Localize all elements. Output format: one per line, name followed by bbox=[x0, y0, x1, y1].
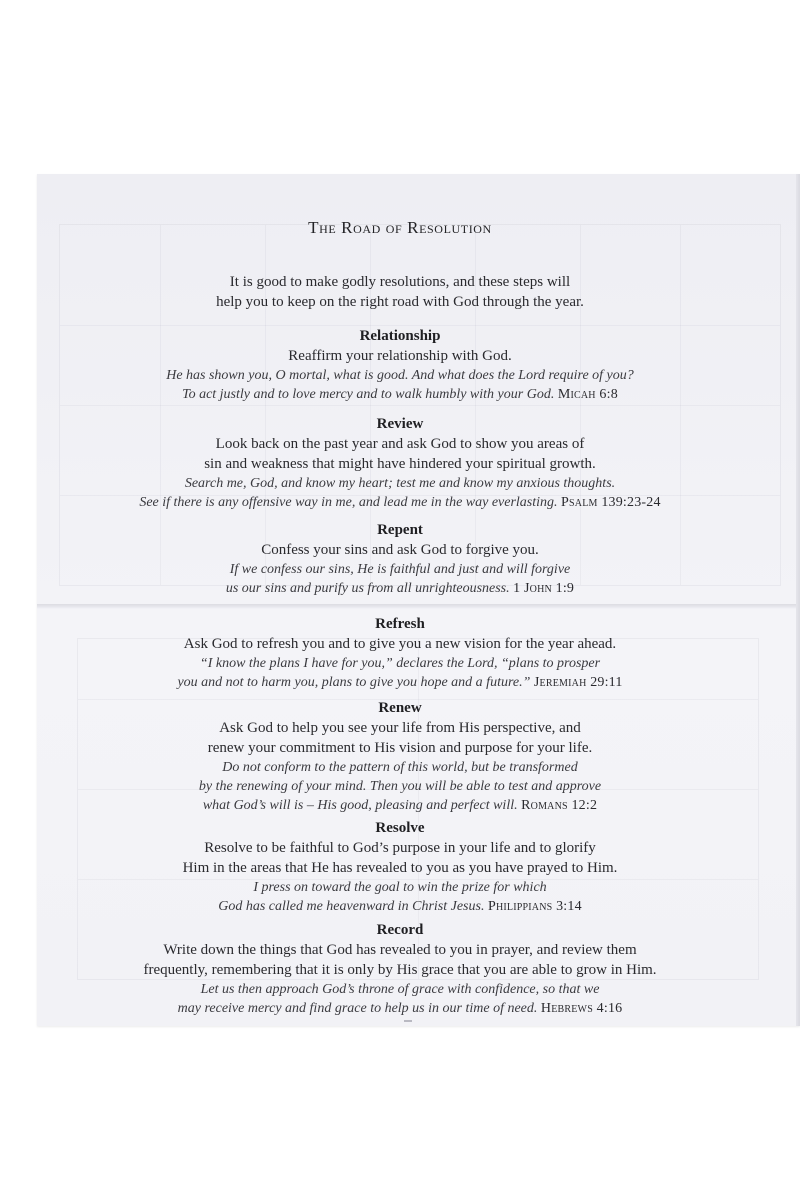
text-line: Look back on the past year and ask God to show you areas of bbox=[215, 436, 585, 452]
section-review bbox=[0, 414, 800, 512]
section-heading: Review bbox=[376, 416, 424, 432]
section-text bbox=[0, 346, 800, 366]
section-record bbox=[0, 920, 800, 1018]
scripture-verse bbox=[0, 560, 800, 598]
section-heading: Record bbox=[376, 922, 424, 938]
text-line: Confess your sins and ask God to forgive you. bbox=[261, 542, 539, 558]
scripture-verse bbox=[0, 654, 800, 692]
verse-line: by the renewing of your mind. Then you will be able to test and approve bbox=[198, 779, 602, 794]
verse-line-with-ref bbox=[0, 999, 800, 1018]
verse-line: may receive mercy and find grace to help us in our time of need. bbox=[177, 1001, 538, 1016]
page-fold bbox=[37, 604, 800, 609]
section-repent bbox=[0, 520, 800, 598]
verse-line: He has shown you, O mortal, what is good. And what does the Lord require of you? bbox=[166, 368, 634, 383]
text-line: renew your commitment to His vision and purpose for your life. bbox=[207, 740, 593, 756]
text-line: Ask God to help you see your life from His perspective, and bbox=[219, 720, 581, 736]
section-text bbox=[0, 634, 800, 654]
scripture-verse bbox=[0, 980, 800, 1018]
section-heading: Repent bbox=[377, 522, 423, 538]
scripture-reference: Romans 12:2 bbox=[521, 798, 598, 813]
verse-line: To act justly and to love mercy and to walk humbly with your God. bbox=[182, 387, 555, 402]
binding-mark bbox=[404, 1020, 412, 1022]
verse-line: what God’s will is – His good, pleasing and perfect will. bbox=[202, 798, 518, 813]
text-line: frequently, remembering that it is only by His grace that you are able to grow in Him. bbox=[143, 962, 657, 978]
section-heading: Resolve bbox=[375, 820, 425, 836]
text-line: sin and weakness that might have hindered your spiritual growth. bbox=[204, 456, 596, 472]
section-text bbox=[0, 718, 800, 758]
verse-line-with-ref bbox=[0, 385, 800, 404]
scripture-reference: 1 John 1:9 bbox=[513, 581, 575, 596]
text-line: Ask God to refresh you and to give you a new vision for the year ahead. bbox=[183, 636, 617, 652]
scripture-reference: Psalm 139:23-24 bbox=[561, 495, 661, 510]
intro-line: It is good to make godly resolutions, and these steps will bbox=[229, 274, 571, 290]
section-renew bbox=[0, 698, 800, 815]
scripture-verse bbox=[0, 474, 800, 512]
scripture-verse bbox=[0, 758, 800, 815]
text-line: Write down the things that God has revealed to you in prayer, and review them bbox=[163, 942, 637, 958]
section-refresh bbox=[0, 614, 800, 692]
scripture-reference: Philippians 3:14 bbox=[487, 899, 582, 914]
verse-line: Do not conform to the pattern of this world, but be transformed bbox=[222, 760, 578, 775]
verse-line-with-ref bbox=[0, 897, 800, 916]
section-text bbox=[0, 940, 800, 980]
verse-line-with-ref bbox=[0, 796, 800, 815]
page-title: The Road of Resolution bbox=[308, 218, 492, 237]
verse-line: “I know the plans I have for you,” declares the Lord, “plans to prosper bbox=[199, 656, 601, 671]
verse-line: you and not to harm you, plans to give you hope and a future.” bbox=[177, 675, 531, 690]
section-relationship bbox=[0, 326, 800, 404]
section-resolve bbox=[0, 818, 800, 916]
verse-line: Search me, God, and know my heart; test me and know my anxious thoughts. bbox=[184, 476, 616, 491]
intro-paragraph bbox=[0, 272, 800, 312]
verse-line: If we confess our sins, He is faithful and just and will forgive bbox=[229, 562, 571, 577]
section-heading: Refresh bbox=[375, 616, 425, 632]
text-line: Him in the areas that He has revealed to you as you have prayed to Him. bbox=[182, 860, 618, 876]
verse-line: I press on toward the goal to win the prize for which bbox=[253, 880, 547, 895]
text-line: Reaffirm your relationship with God. bbox=[288, 348, 512, 364]
verse-line: God has called me heavenward in Christ Jesus. bbox=[218, 899, 485, 914]
section-text bbox=[0, 434, 800, 474]
text-line: Resolve to be faithful to God’s purpose in your life and to glorify bbox=[204, 840, 596, 856]
section-text bbox=[0, 540, 800, 560]
verse-line: See if there is any offensive way in me, and lead me in the way everlasting. bbox=[139, 495, 558, 510]
section-text bbox=[0, 838, 800, 878]
section-heading: Renew bbox=[378, 700, 422, 716]
verse-line-with-ref bbox=[0, 493, 800, 512]
scripture-verse bbox=[0, 366, 800, 404]
verse-line: Let us then approach God’s throne of grace with confidence, so that we bbox=[200, 982, 600, 997]
verse-line: us our sins and purify us from all unrighteousness. bbox=[225, 581, 510, 596]
scripture-reference: Micah 6:8 bbox=[557, 387, 618, 402]
intro-line: help you to keep on the right road with God through the year. bbox=[216, 294, 584, 310]
scripture-verse bbox=[0, 878, 800, 916]
scripture-reference: Hebrews 4:16 bbox=[540, 1001, 623, 1016]
section-heading: Relationship bbox=[359, 328, 441, 344]
verse-line-with-ref bbox=[0, 673, 800, 692]
verse-line-with-ref bbox=[0, 579, 800, 598]
scripture-reference: Jeremiah 29:11 bbox=[533, 675, 623, 690]
